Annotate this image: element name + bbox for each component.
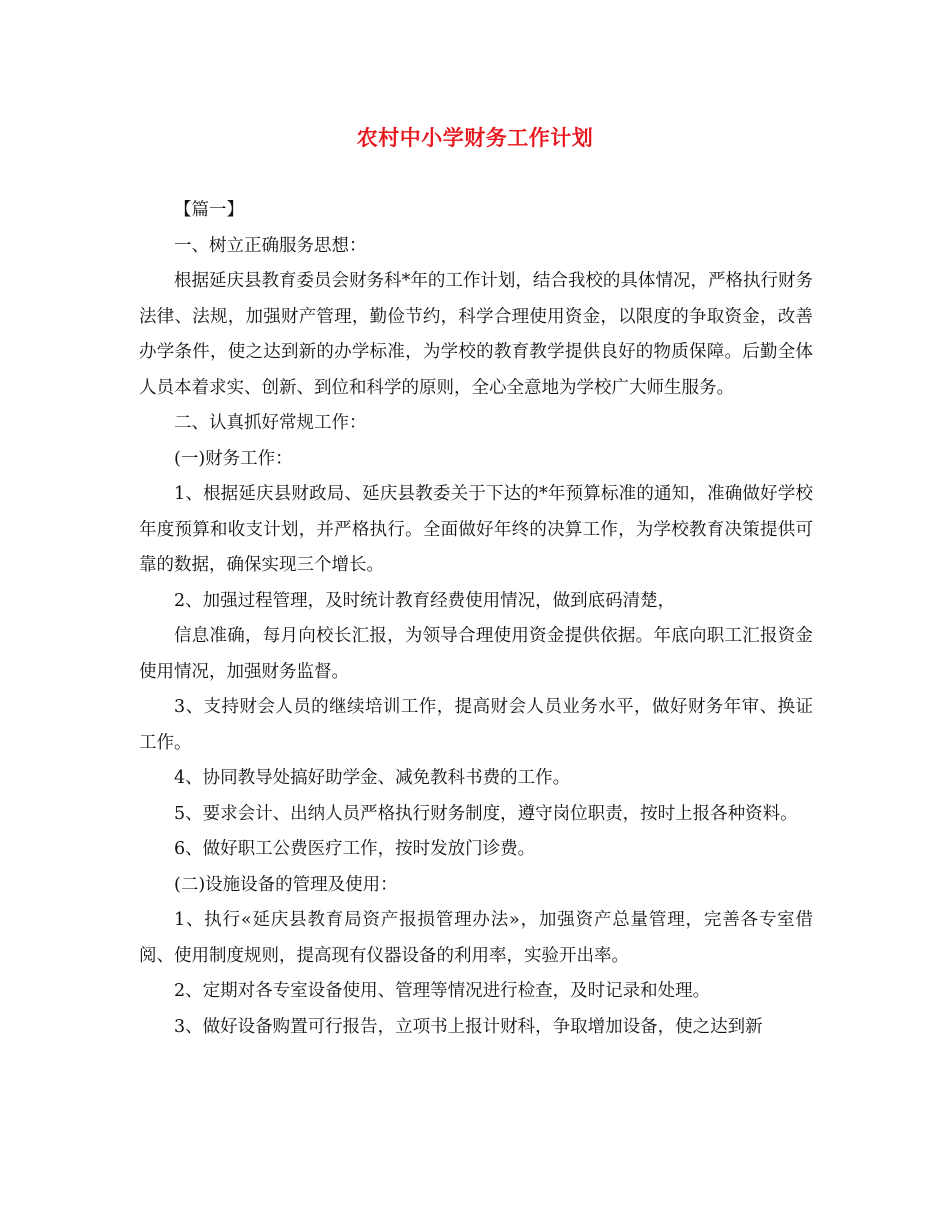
section-heading-part-one: 【篇一】 (174, 200, 244, 220)
list-item: 5、要求会计、出纳人员严格执行财务制度，遵守岗位职责，按时上报各种资料。 (174, 803, 798, 824)
subsection-heading-finance: (一)财务工作： (174, 448, 293, 469)
section-heading-2: 二、认真抓好常规工作： (174, 413, 367, 433)
paragraph: 信息准确，每月向校长汇报，为领导合理使用资金提供依据。年底向职工汇报资金使用情况，加强财务监督。 (139, 626, 813, 682)
list-item: 1、执行«延庆县教育局资产报损管理办法»，加强资产总量管理，完善各专室借阅、使用制度规则，提高现有仪器设备的利用率，实验开出率。 (139, 910, 813, 966)
list-item: 3、做好设备购置可行报告，立项书上报计财科，争取增加设备，使之达到新 (174, 1016, 763, 1037)
list-item: 2、加强过程管理，及时统计教育经费使用情况，做到底码清楚， (174, 590, 676, 611)
list-item: 4、协同教导处搞好助学金、减免教科书费的工作。 (174, 768, 571, 788)
subsection-heading-facilities: (二)设施设备的管理及使用： (174, 874, 398, 895)
paragraph: 根据延庆县教育委员会财务科*年的工作计划，结合我校的具体情况，严格执行财务法律、法规，加强财产管理，勤俭节约，科学合理使用资金，以限度的争取资金，改善办学条件，使之达到新的办学标准，为学校的教育教学提供良好的物质保障。后勤全体人员本着求实、创新、到位和科学的原则，全心全意地为学校广大师生服务。 (139, 271, 813, 398)
list-item: 2、定期对各专室设备使用、管理等情况进行检查，及时记录和处理。 (174, 981, 711, 1001)
list-item: 1、根据延庆县财政局、延庆县教委关于下达的*年预算标准的通知，准确做好学校年度预算和收支计划，并严格执行。全面做好年终的决算工作，为学校教育决策提供可靠的数据，确保实现三个增长。 (139, 484, 813, 575)
list-item: 3、支持财会人员的继续培训工作，提高财会人员业务水平，做好财务年审、换证工作。 (139, 697, 813, 753)
document-body (139, 193, 813, 1045)
section-heading-1: 一、树立正确服务思想： (174, 235, 367, 256)
list-item: 6、做好职工公费医疗工作，按时发放门诊费。 (174, 839, 536, 859)
document-title: 农村中小学财务工作计划 (356, 126, 594, 150)
